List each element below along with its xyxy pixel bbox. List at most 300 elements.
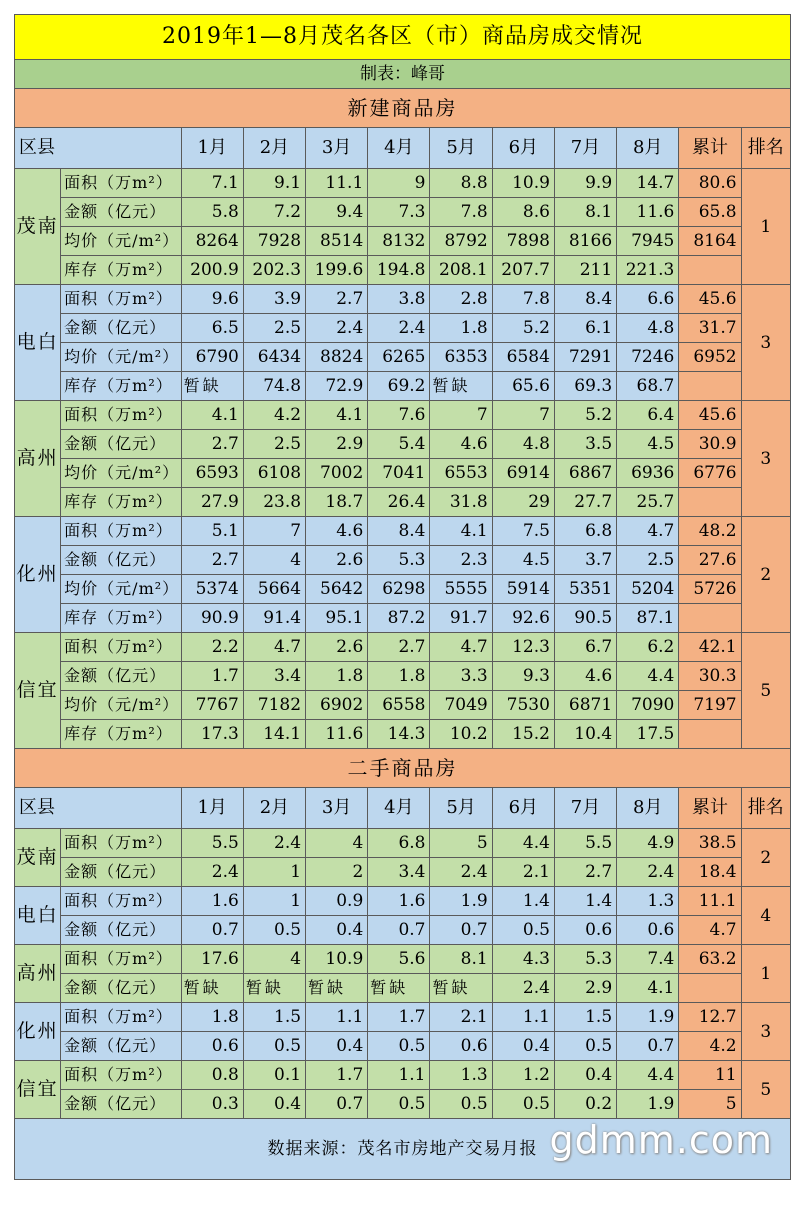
rank-value: 2 — [741, 829, 790, 887]
total-value — [679, 604, 741, 633]
month-value: 6108 — [243, 459, 305, 488]
month-value: 5.2 — [492, 314, 554, 343]
month-value: 2.4 — [243, 829, 305, 858]
month-value: 7002 — [306, 459, 368, 488]
month-value: 11.1 — [306, 169, 368, 198]
month-value: 9.9 — [554, 169, 616, 198]
month-value: 2.5 — [617, 546, 679, 575]
month-value: 4.3 — [492, 945, 554, 974]
table-row — [15, 488, 791, 517]
month-value: 暂缺 — [181, 372, 243, 401]
month-value: 7049 — [430, 691, 492, 720]
month-value: 2.1 — [492, 858, 554, 887]
district-name: 电白 — [15, 887, 61, 945]
section-row — [15, 749, 791, 788]
month-value: 4.7 — [617, 517, 679, 546]
metric-label: 金额（亿元） — [61, 916, 181, 945]
month-value: 1.1 — [368, 1061, 430, 1090]
month-value: 5351 — [554, 575, 616, 604]
month-value: 1.9 — [617, 1090, 679, 1119]
table-row — [15, 887, 791, 916]
month-value: 7928 — [243, 227, 305, 256]
rank-value: 3 — [741, 401, 790, 517]
month-value: 8792 — [430, 227, 492, 256]
month-value: 31.8 — [430, 488, 492, 517]
month-value: 6.2 — [617, 633, 679, 662]
month-value: 0.4 — [554, 1061, 616, 1090]
month-value: 0.5 — [554, 1032, 616, 1061]
table-row — [15, 285, 791, 314]
district-name: 高州 — [15, 945, 61, 1003]
metric-label: 均价（元/m²） — [61, 343, 181, 372]
header-month: 2月 — [243, 788, 305, 829]
table-row — [15, 691, 791, 720]
month-value: 5.1 — [181, 517, 243, 546]
header-month: 7月 — [554, 788, 616, 829]
month-value: 6.7 — [554, 633, 616, 662]
total-value: 6776 — [679, 459, 741, 488]
month-value: 5374 — [181, 575, 243, 604]
page-title: 2019年1—8月茂名各区（市）商品房成交情况 — [15, 15, 791, 60]
month-value: 14.7 — [617, 169, 679, 198]
table-row — [15, 945, 791, 974]
month-value: 暂缺 — [430, 372, 492, 401]
district-name: 电白 — [15, 285, 61, 401]
month-value: 2.7 — [181, 546, 243, 575]
month-value: 1.4 — [554, 887, 616, 916]
month-value: 0.5 — [368, 1090, 430, 1119]
header-month: 6月 — [492, 788, 554, 829]
month-value: 2.4 — [617, 858, 679, 887]
month-value: 5914 — [492, 575, 554, 604]
total-value: 5726 — [679, 575, 741, 604]
month-value: 暂缺 — [368, 974, 430, 1003]
month-value: 18.7 — [306, 488, 368, 517]
month-value: 91.7 — [430, 604, 492, 633]
month-value: 7530 — [492, 691, 554, 720]
table-row — [15, 604, 791, 633]
month-value: 0.5 — [243, 916, 305, 945]
month-value: 221.3 — [617, 256, 679, 285]
month-value: 1 — [243, 887, 305, 916]
month-value: 11.6 — [306, 720, 368, 749]
month-value: 7 — [243, 517, 305, 546]
metric-label: 面积（万m²） — [61, 633, 181, 662]
table-row — [15, 1090, 791, 1119]
table-row — [15, 662, 791, 691]
table-row — [15, 916, 791, 945]
month-value: 2.6 — [306, 546, 368, 575]
month-value: 15.2 — [492, 720, 554, 749]
month-value: 5664 — [243, 575, 305, 604]
month-value: 29 — [492, 488, 554, 517]
table-row — [15, 401, 791, 430]
metric-label: 金额（亿元） — [61, 430, 181, 459]
total-value: 18.4 — [679, 858, 741, 887]
header-month: 2月 — [243, 128, 305, 169]
total-value: 30.3 — [679, 662, 741, 691]
month-value: 17.5 — [617, 720, 679, 749]
month-value: 0.4 — [306, 916, 368, 945]
month-value: 5.5 — [181, 829, 243, 858]
total-value: 4.7 — [679, 916, 741, 945]
month-value: 5.6 — [368, 945, 430, 974]
district-name: 化州 — [15, 1003, 61, 1061]
month-value: 4.6 — [554, 662, 616, 691]
rank-value: 4 — [741, 887, 790, 945]
total-value: 42.1 — [679, 633, 741, 662]
month-value: 7767 — [181, 691, 243, 720]
month-value: 200.9 — [181, 256, 243, 285]
month-value: 8264 — [181, 227, 243, 256]
month-value: 0.5 — [368, 1032, 430, 1061]
month-value: 4.9 — [617, 829, 679, 858]
report-frame — [14, 14, 791, 1180]
metric-label: 库存（万m²） — [61, 256, 181, 285]
month-value: 9.1 — [243, 169, 305, 198]
month-value: 1.8 — [181, 1003, 243, 1032]
month-value: 2.4 — [368, 314, 430, 343]
month-value: 4 — [243, 546, 305, 575]
month-value: 5.3 — [368, 546, 430, 575]
month-value: 9.6 — [181, 285, 243, 314]
table-row — [15, 227, 791, 256]
month-value: 8.6 — [492, 198, 554, 227]
month-value: 4.4 — [492, 829, 554, 858]
month-value: 87.1 — [617, 604, 679, 633]
month-value: 2.2 — [181, 633, 243, 662]
month-value: 5.8 — [181, 198, 243, 227]
month-value: 10.9 — [306, 945, 368, 974]
month-value: 4.1 — [181, 401, 243, 430]
month-value: 1.1 — [306, 1003, 368, 1032]
header-month: 8月 — [617, 788, 679, 829]
month-value: 1.6 — [181, 887, 243, 916]
month-value: 1.8 — [368, 662, 430, 691]
month-value: 1.9 — [617, 1003, 679, 1032]
month-value: 207.7 — [492, 256, 554, 285]
metric-label: 均价（元/m²） — [61, 691, 181, 720]
month-value: 5204 — [617, 575, 679, 604]
month-value: 3.8 — [368, 285, 430, 314]
month-value: 8.8 — [430, 169, 492, 198]
month-value: 6353 — [430, 343, 492, 372]
table-row — [15, 198, 791, 227]
month-value: 5.4 — [368, 430, 430, 459]
month-value: 7.2 — [243, 198, 305, 227]
month-value: 0.4 — [492, 1032, 554, 1061]
header-month: 6月 — [492, 128, 554, 169]
month-value: 5 — [430, 829, 492, 858]
section-row — [15, 89, 791, 128]
month-value: 2.7 — [554, 858, 616, 887]
month-value: 208.1 — [430, 256, 492, 285]
district-name: 化州 — [15, 517, 61, 633]
month-value: 8.1 — [430, 945, 492, 974]
table-row — [15, 343, 791, 372]
total-value: 63.2 — [679, 945, 741, 974]
month-value: 11.6 — [617, 198, 679, 227]
month-value: 4.1 — [306, 401, 368, 430]
month-value: 3.7 — [554, 546, 616, 575]
month-value: 7.6 — [368, 401, 430, 430]
month-value: 1.3 — [617, 887, 679, 916]
month-value: 8.4 — [554, 285, 616, 314]
month-value: 2 — [306, 858, 368, 887]
month-value: 23.8 — [243, 488, 305, 517]
month-value: 5555 — [430, 575, 492, 604]
month-value: 211 — [554, 256, 616, 285]
total-value — [679, 720, 741, 749]
month-value: 0.5 — [243, 1032, 305, 1061]
month-value: 暂缺 — [306, 974, 368, 1003]
month-value: 74.8 — [243, 372, 305, 401]
total-value — [679, 488, 741, 517]
month-value: 0.6 — [430, 1032, 492, 1061]
month-value: 72.9 — [306, 372, 368, 401]
column-header-row — [15, 128, 791, 169]
rank-value: 5 — [741, 1061, 790, 1119]
table-row — [15, 372, 791, 401]
month-value: 1.2 — [492, 1061, 554, 1090]
month-value: 1.5 — [243, 1003, 305, 1032]
month-value: 8.4 — [368, 517, 430, 546]
column-header-row — [15, 788, 791, 829]
month-value: 6593 — [181, 459, 243, 488]
table-row — [15, 829, 791, 858]
table-row — [15, 459, 791, 488]
month-value: 暂缺 — [430, 974, 492, 1003]
month-value: 10.4 — [554, 720, 616, 749]
total-value: 45.6 — [679, 401, 741, 430]
metric-label: 面积（万m²） — [61, 1003, 181, 1032]
month-value: 8166 — [554, 227, 616, 256]
month-value: 6871 — [554, 691, 616, 720]
month-value: 1.1 — [492, 1003, 554, 1032]
month-value: 194.8 — [368, 256, 430, 285]
month-value: 2.1 — [430, 1003, 492, 1032]
month-value: 0.4 — [306, 1032, 368, 1061]
table-row — [15, 1003, 791, 1032]
month-value: 27.9 — [181, 488, 243, 517]
header-month: 4月 — [368, 788, 430, 829]
month-value: 1.3 — [430, 1061, 492, 1090]
month-value: 7090 — [617, 691, 679, 720]
month-value: 9.4 — [306, 198, 368, 227]
month-value: 6.5 — [181, 314, 243, 343]
month-value: 2.7 — [368, 633, 430, 662]
month-value: 2.6 — [306, 633, 368, 662]
month-value: 5642 — [306, 575, 368, 604]
rank-value: 3 — [741, 1003, 790, 1061]
metric-label: 面积（万m²） — [61, 887, 181, 916]
month-value: 2.8 — [430, 285, 492, 314]
month-value: 1.4 — [492, 887, 554, 916]
total-value: 38.5 — [679, 829, 741, 858]
month-value: 7.8 — [430, 198, 492, 227]
month-value: 6.8 — [554, 517, 616, 546]
metric-label: 库存（万m²） — [61, 372, 181, 401]
table-row — [15, 517, 791, 546]
month-value: 7 — [430, 401, 492, 430]
month-value: 2.4 — [492, 974, 554, 1003]
month-value: 7.3 — [368, 198, 430, 227]
district-name: 信宜 — [15, 1061, 61, 1119]
month-value: 2.3 — [430, 546, 492, 575]
month-value: 2.4 — [306, 314, 368, 343]
rank-value: 3 — [741, 285, 790, 401]
metric-label: 面积（万m²） — [61, 517, 181, 546]
section-label: 二手商品房 — [15, 749, 791, 788]
total-value: 4.2 — [679, 1032, 741, 1061]
month-value: 6.8 — [368, 829, 430, 858]
month-value: 1.8 — [306, 662, 368, 691]
month-value: 0.6 — [554, 916, 616, 945]
metric-label: 均价（元/m²） — [61, 575, 181, 604]
total-value: 27.6 — [679, 546, 741, 575]
month-value: 202.3 — [243, 256, 305, 285]
month-value: 25.7 — [617, 488, 679, 517]
month-value: 2.7 — [306, 285, 368, 314]
month-value: 4.2 — [243, 401, 305, 430]
header-district: 区县 — [15, 788, 182, 829]
month-value: 10.2 — [430, 720, 492, 749]
metric-label: 均价（元/m²） — [61, 227, 181, 256]
table-row — [15, 1032, 791, 1061]
month-value: 26.4 — [368, 488, 430, 517]
month-value: 0.7 — [430, 916, 492, 945]
month-value: 0.7 — [368, 916, 430, 945]
month-value: 1.7 — [368, 1003, 430, 1032]
month-value: 2.9 — [554, 974, 616, 1003]
month-value: 90.5 — [554, 604, 616, 633]
metric-label: 金额（亿元） — [61, 858, 181, 887]
table-row — [15, 314, 791, 343]
month-value: 6553 — [430, 459, 492, 488]
month-value: 0.3 — [181, 1090, 243, 1119]
month-value: 6867 — [554, 459, 616, 488]
header-month: 4月 — [368, 128, 430, 169]
total-value: 5 — [679, 1090, 741, 1119]
month-value: 6914 — [492, 459, 554, 488]
month-value: 6584 — [492, 343, 554, 372]
month-value: 3.9 — [243, 285, 305, 314]
month-value: 6558 — [368, 691, 430, 720]
month-value: 87.2 — [368, 604, 430, 633]
table-row — [15, 858, 791, 887]
section-label: 新建商品房 — [15, 89, 791, 128]
month-value: 9.3 — [492, 662, 554, 691]
district-name: 茂南 — [15, 169, 61, 285]
month-value: 6298 — [368, 575, 430, 604]
metric-label: 库存（万m²） — [61, 604, 181, 633]
month-value: 3.4 — [368, 858, 430, 887]
month-value: 1.7 — [306, 1061, 368, 1090]
month-value: 7.4 — [617, 945, 679, 974]
total-value — [679, 372, 741, 401]
total-value: 12.7 — [679, 1003, 741, 1032]
month-value: 1.7 — [181, 662, 243, 691]
table-row — [15, 974, 791, 1003]
month-value: 7246 — [617, 343, 679, 372]
total-value: 11.1 — [679, 887, 741, 916]
header-month: 1月 — [181, 788, 243, 829]
month-value: 7041 — [368, 459, 430, 488]
month-value: 暂缺 — [243, 974, 305, 1003]
header-month: 3月 — [306, 128, 368, 169]
month-value: 3.3 — [430, 662, 492, 691]
metric-label: 面积（万m²） — [61, 169, 181, 198]
month-value: 6.4 — [617, 401, 679, 430]
district-name: 茂南 — [15, 829, 61, 887]
month-value: 0.4 — [243, 1090, 305, 1119]
month-value: 2.5 — [243, 314, 305, 343]
header-month: 7月 — [554, 128, 616, 169]
month-value: 65.6 — [492, 372, 554, 401]
month-value: 1.9 — [430, 887, 492, 916]
month-value: 4.7 — [243, 633, 305, 662]
watermark-text: gdmm.com — [549, 1118, 773, 1162]
table-row — [15, 720, 791, 749]
header-month: 1月 — [181, 128, 243, 169]
header-district: 区县 — [15, 128, 182, 169]
table-row — [15, 546, 791, 575]
month-value: 7291 — [554, 343, 616, 372]
month-value: 7182 — [243, 691, 305, 720]
month-value: 0.5 — [492, 916, 554, 945]
month-value: 5.5 — [554, 829, 616, 858]
metric-label: 面积（万m²） — [61, 829, 181, 858]
month-value: 3.4 — [243, 662, 305, 691]
total-value: 31.7 — [679, 314, 741, 343]
month-value: 2.5 — [243, 430, 305, 459]
table-row — [15, 575, 791, 604]
month-value: 12.3 — [492, 633, 554, 662]
month-value: 0.2 — [554, 1090, 616, 1119]
month-value: 6434 — [243, 343, 305, 372]
table-row — [15, 1061, 791, 1090]
district-name: 信宜 — [15, 633, 61, 749]
total-value: 7197 — [679, 691, 741, 720]
month-value: 7.5 — [492, 517, 554, 546]
table-row — [15, 256, 791, 285]
metric-label: 金额（亿元） — [61, 662, 181, 691]
total-value: 8164 — [679, 227, 741, 256]
district-name: 高州 — [15, 401, 61, 517]
month-value: 6902 — [306, 691, 368, 720]
rank-value: 1 — [741, 169, 790, 285]
header-rank: 排名 — [741, 128, 790, 169]
month-value: 0.6 — [617, 916, 679, 945]
month-value: 4.1 — [430, 517, 492, 546]
month-value: 0.7 — [181, 916, 243, 945]
month-value: 4.7 — [430, 633, 492, 662]
month-value: 1.8 — [430, 314, 492, 343]
metric-label: 金额（亿元） — [61, 974, 181, 1003]
rank-value: 2 — [741, 517, 790, 633]
header-month: 3月 — [306, 788, 368, 829]
month-value: 95.1 — [306, 604, 368, 633]
table-body — [15, 15, 791, 1180]
month-value: 0.1 — [243, 1061, 305, 1090]
metric-label: 库存（万m²） — [61, 488, 181, 517]
month-value: 4.5 — [617, 430, 679, 459]
month-value: 4.4 — [617, 1061, 679, 1090]
total-value — [679, 256, 741, 285]
month-value: 4.8 — [492, 430, 554, 459]
month-value: 2.4 — [430, 858, 492, 887]
month-value: 6.6 — [617, 285, 679, 314]
